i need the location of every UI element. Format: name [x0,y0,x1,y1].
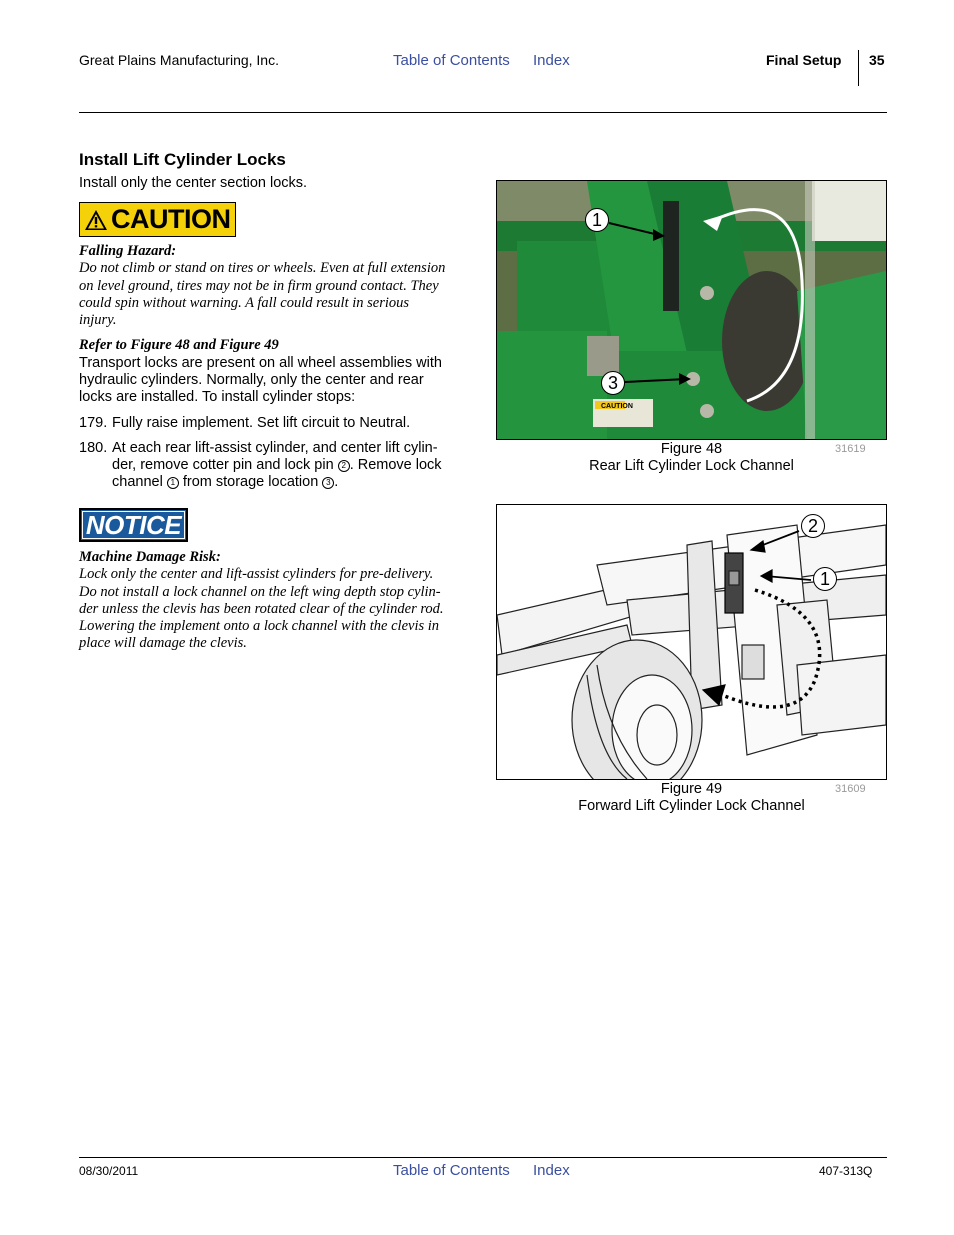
caution-line: Do not climb or stand on tires or wheels. Even at full extension [79,260,446,277]
header-toc-link[interactable]: Table of Contents [393,52,510,69]
figure-48-callout-1: 1 [585,208,609,232]
page-number: 35 [869,52,885,68]
figure-48-callout-3: 3 [601,371,625,395]
caution-line: on level ground, tires may not be in firm ground contact. They [79,277,439,294]
company-name: Great Plains Manufacturing, Inc. [79,52,279,68]
step-180-line: channel 1 from storage location 3 . [112,474,339,490]
figure-49-callout-2: 2 [801,514,825,538]
caution-line: could spin without warning. A fall could result in serious [79,294,410,311]
notice-line: Lowering the implement onto a lock channel with the clevis in [79,618,440,635]
footer-date: 08/30/2011 [79,1164,139,1178]
footer-toc-link[interactable]: Table of Contents [393,1162,510,1179]
figure-48-photo [496,180,887,440]
step-180-line: At each rear lift-assist cylinder, and center lift cylin- [112,440,438,456]
notice-text [79,549,471,653]
caution-line: injury. [79,312,117,329]
footer-index-link[interactable]: Index [533,1162,570,1179]
transport-line: Transport locks are present on all wheel assemblies with [79,355,442,371]
step-180-text [112,440,472,491]
transport-line: hydraulic cylinders. Normally, only the center and rear [79,372,424,388]
notice-line: Do not install a lock channel on the left wing depth stop cylin- [79,583,441,600]
step-180-number: 180. [79,440,108,456]
figure-49-caption: Forward Lift Cylinder Lock Channel [578,798,805,814]
transport-line: locks are installed. To install cylinder stops: [79,389,356,405]
figure-49-drawing [496,504,887,780]
marker-1: 1 [167,477,179,489]
notice-line: place will damage the clevis. [79,635,247,652]
figure-48-number: Figure 48 [660,441,723,457]
header-index-link[interactable]: Index [533,52,570,69]
marker-2: 2 [338,460,350,472]
section-name: Final Setup [766,52,842,68]
notice-heading: Machine Damage Risk: [79,549,221,565]
notice-word: NOTICE [85,509,182,540]
caution-label [79,202,236,237]
footer-rule [79,1157,887,1158]
figure-49-illustration [497,505,886,779]
caution-heading: Falling Hazard: [79,243,177,259]
step-179-number: 179. [79,415,108,431]
header-rule [79,112,887,113]
refer-line: Refer to Figure 48 and Figure 49 [79,337,279,353]
warning-triangle-icon [84,209,108,231]
figure-48-caption: Rear Lift Cylinder Lock Channel [589,458,794,474]
notice-line: der unless the clevis has been rotated clear of the cylinder rod. [79,600,444,617]
notice-line: Lock only the center and lift-assist cylinders for pre-delivery. [79,566,434,583]
figure-48-decal: CAUTION [601,403,633,410]
figure-49-code: 31609 [835,783,866,795]
footer-doc-number: 407-313Q [819,1164,873,1178]
figure-48-illustration [497,181,886,439]
section-intro: Install only the center section locks. [79,175,308,191]
caution-text [79,243,469,329]
step-179-text: Fully raise implement. Set lift circuit to Neutral. [112,415,411,431]
marker-3: 3 [322,477,334,489]
step-180-line: der, remove cotter pin and lock pin 2 . Remove lock [112,457,442,473]
section-title: Install Lift Cylinder Locks [79,150,286,169]
header-divider [858,50,859,86]
figure-49-number: Figure 49 [660,781,723,797]
figure-48-code: 31619 [835,443,866,455]
caution-word: CAUTION [111,204,231,234]
figure-49-callout-1: 1 [813,567,837,591]
transport-text [79,355,474,406]
notice-label [79,508,188,542]
